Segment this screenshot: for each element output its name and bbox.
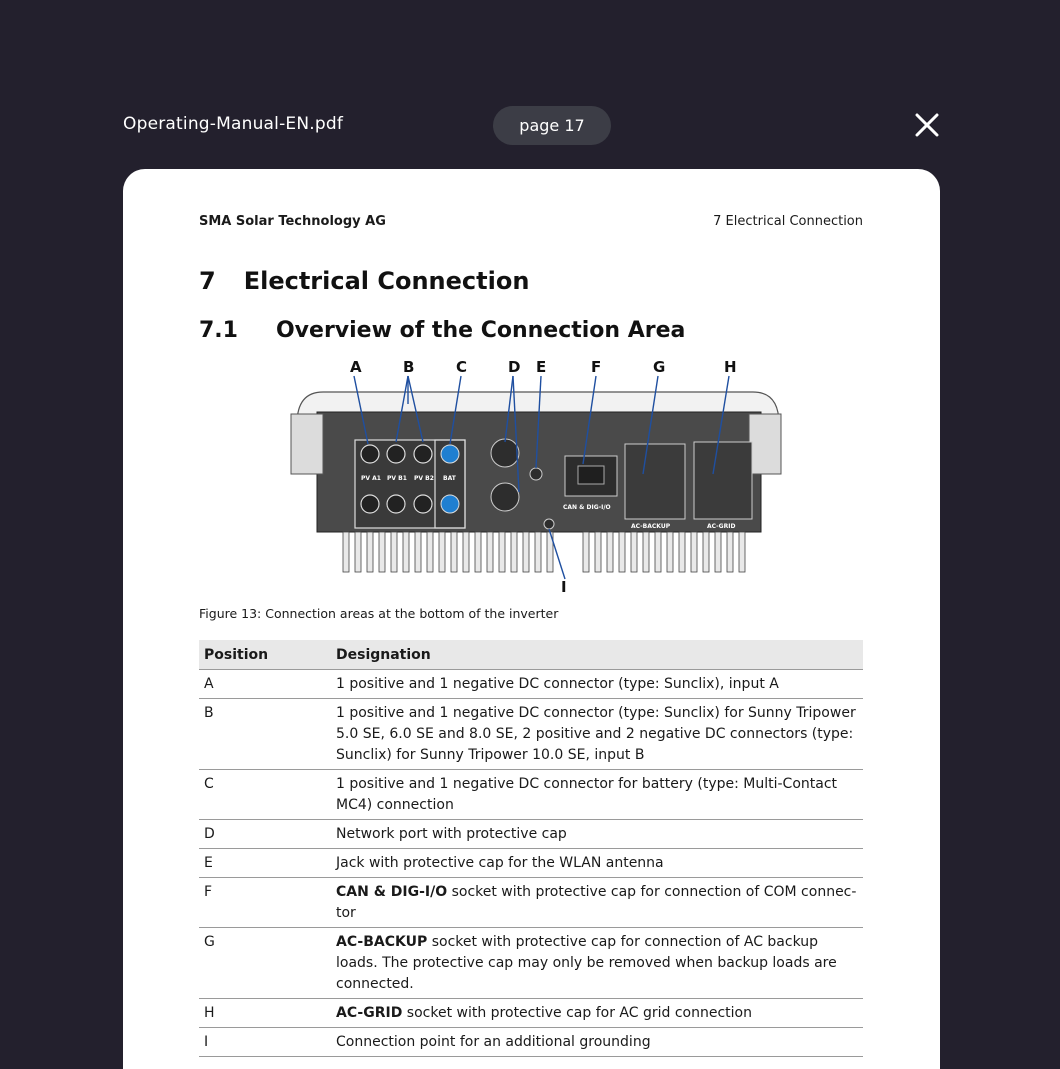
position-cell: B [199, 699, 331, 770]
page-indicator: page 17 [493, 106, 611, 145]
close-icon [912, 110, 942, 140]
table-row [199, 770, 863, 820]
table-row [199, 849, 863, 878]
table-row [199, 670, 863, 699]
label-g: G [653, 358, 666, 376]
inverter-connection-figure [283, 354, 783, 594]
chapter-heading [199, 267, 529, 295]
designation-text: socket with protective cap for connection of COM connec-tor [336, 884, 857, 921]
figure-caption: Figure 13: Connection areas at the bottom of the inverter [199, 606, 559, 621]
designation-bold: CAN & DIG-I/O [336, 884, 448, 900]
port-pv-b1: PV B1 [387, 475, 407, 482]
label-h: H [724, 358, 737, 376]
position-cell: F [199, 878, 331, 928]
port-pv-b2: PV B2 [414, 475, 434, 482]
viewer-toolbar [0, 0, 1060, 170]
section-heading [199, 318, 685, 343]
section-number: 7.1 [199, 318, 238, 343]
port-ac-backup: AC-BACKUP [631, 523, 671, 530]
designation-cell: Jack with protective cap for the WLAN antenna [331, 849, 863, 878]
table-row [199, 999, 863, 1028]
pdf-page [123, 169, 940, 1069]
position-cell: E [199, 849, 331, 878]
section-title: Overview of the Connection Area [275, 318, 686, 343]
designation-cell: Network port with protective cap [331, 820, 863, 849]
table-header-row [199, 640, 863, 670]
column-header-position: Position [199, 640, 331, 670]
label-a: A [350, 358, 362, 376]
port-bat: BAT [443, 475, 456, 482]
column-header-designation: Designation [331, 640, 863, 670]
position-cell: D [199, 820, 331, 849]
table-row [199, 1028, 863, 1057]
label-b: B [403, 358, 415, 376]
designation-cell [331, 999, 863, 1028]
designation-cell: Connection point for an additional grounding [331, 1028, 863, 1057]
label-e: E [536, 358, 547, 376]
table-row [199, 699, 863, 770]
position-cell: H [199, 999, 331, 1028]
chapter-number: 7 [199, 267, 216, 295]
label-f: F [591, 358, 602, 376]
designation-text: socket with protective cap for AC grid connection [402, 1005, 752, 1021]
port-can: CAN & DIG-I/O [563, 504, 611, 511]
label-c: C [456, 358, 468, 376]
running-header-company: SMA Solar Technology AG [199, 214, 386, 229]
connection-table [199, 640, 863, 1057]
chapter-title: Electrical Connection [243, 267, 530, 295]
designation-cell [331, 878, 863, 928]
table-row [199, 820, 863, 849]
port-pv-a1: PV A1 [361, 475, 381, 482]
designation-bold: AC-GRID [336, 1005, 403, 1021]
label-d: D [508, 358, 521, 376]
table-row [199, 878, 863, 928]
designation-text: socket with protective cap for connection of AC backup loads. The protective cap may only be removed when backup loads are connected. [336, 934, 837, 992]
position-cell: G [199, 928, 331, 999]
label-i: I [561, 578, 567, 594]
designation-cell: 1 positive and 1 negative DC connector (type: Sunclix), input A [331, 670, 863, 699]
position-cell: C [199, 770, 331, 820]
close-button[interactable] [912, 110, 942, 140]
file-name: Operating-Manual-EN.pdf [123, 114, 344, 134]
running-header-chapter: 7 Electrical Connection [713, 214, 863, 229]
position-cell: I [199, 1028, 331, 1057]
designation-cell [331, 928, 863, 999]
designation-cell: 1 positive and 1 negative DC connector (type: Sunclix) for Sunny Tripower 5.0 SE, 6.0 SE and 8.0 SE, 2 positive and 2 negative DC connectors (type: Sunclix) for Sunny Tripower 10.0 SE, input B [331, 699, 863, 770]
table-row [199, 928, 863, 999]
position-cell: A [199, 670, 331, 699]
designation-bold: AC-BACKUP [336, 934, 428, 950]
port-ac-grid: AC-GRID [707, 523, 736, 530]
designation-cell: 1 positive and 1 negative DC connector for battery (type: Multi-Contact MC4) connection [331, 770, 863, 820]
